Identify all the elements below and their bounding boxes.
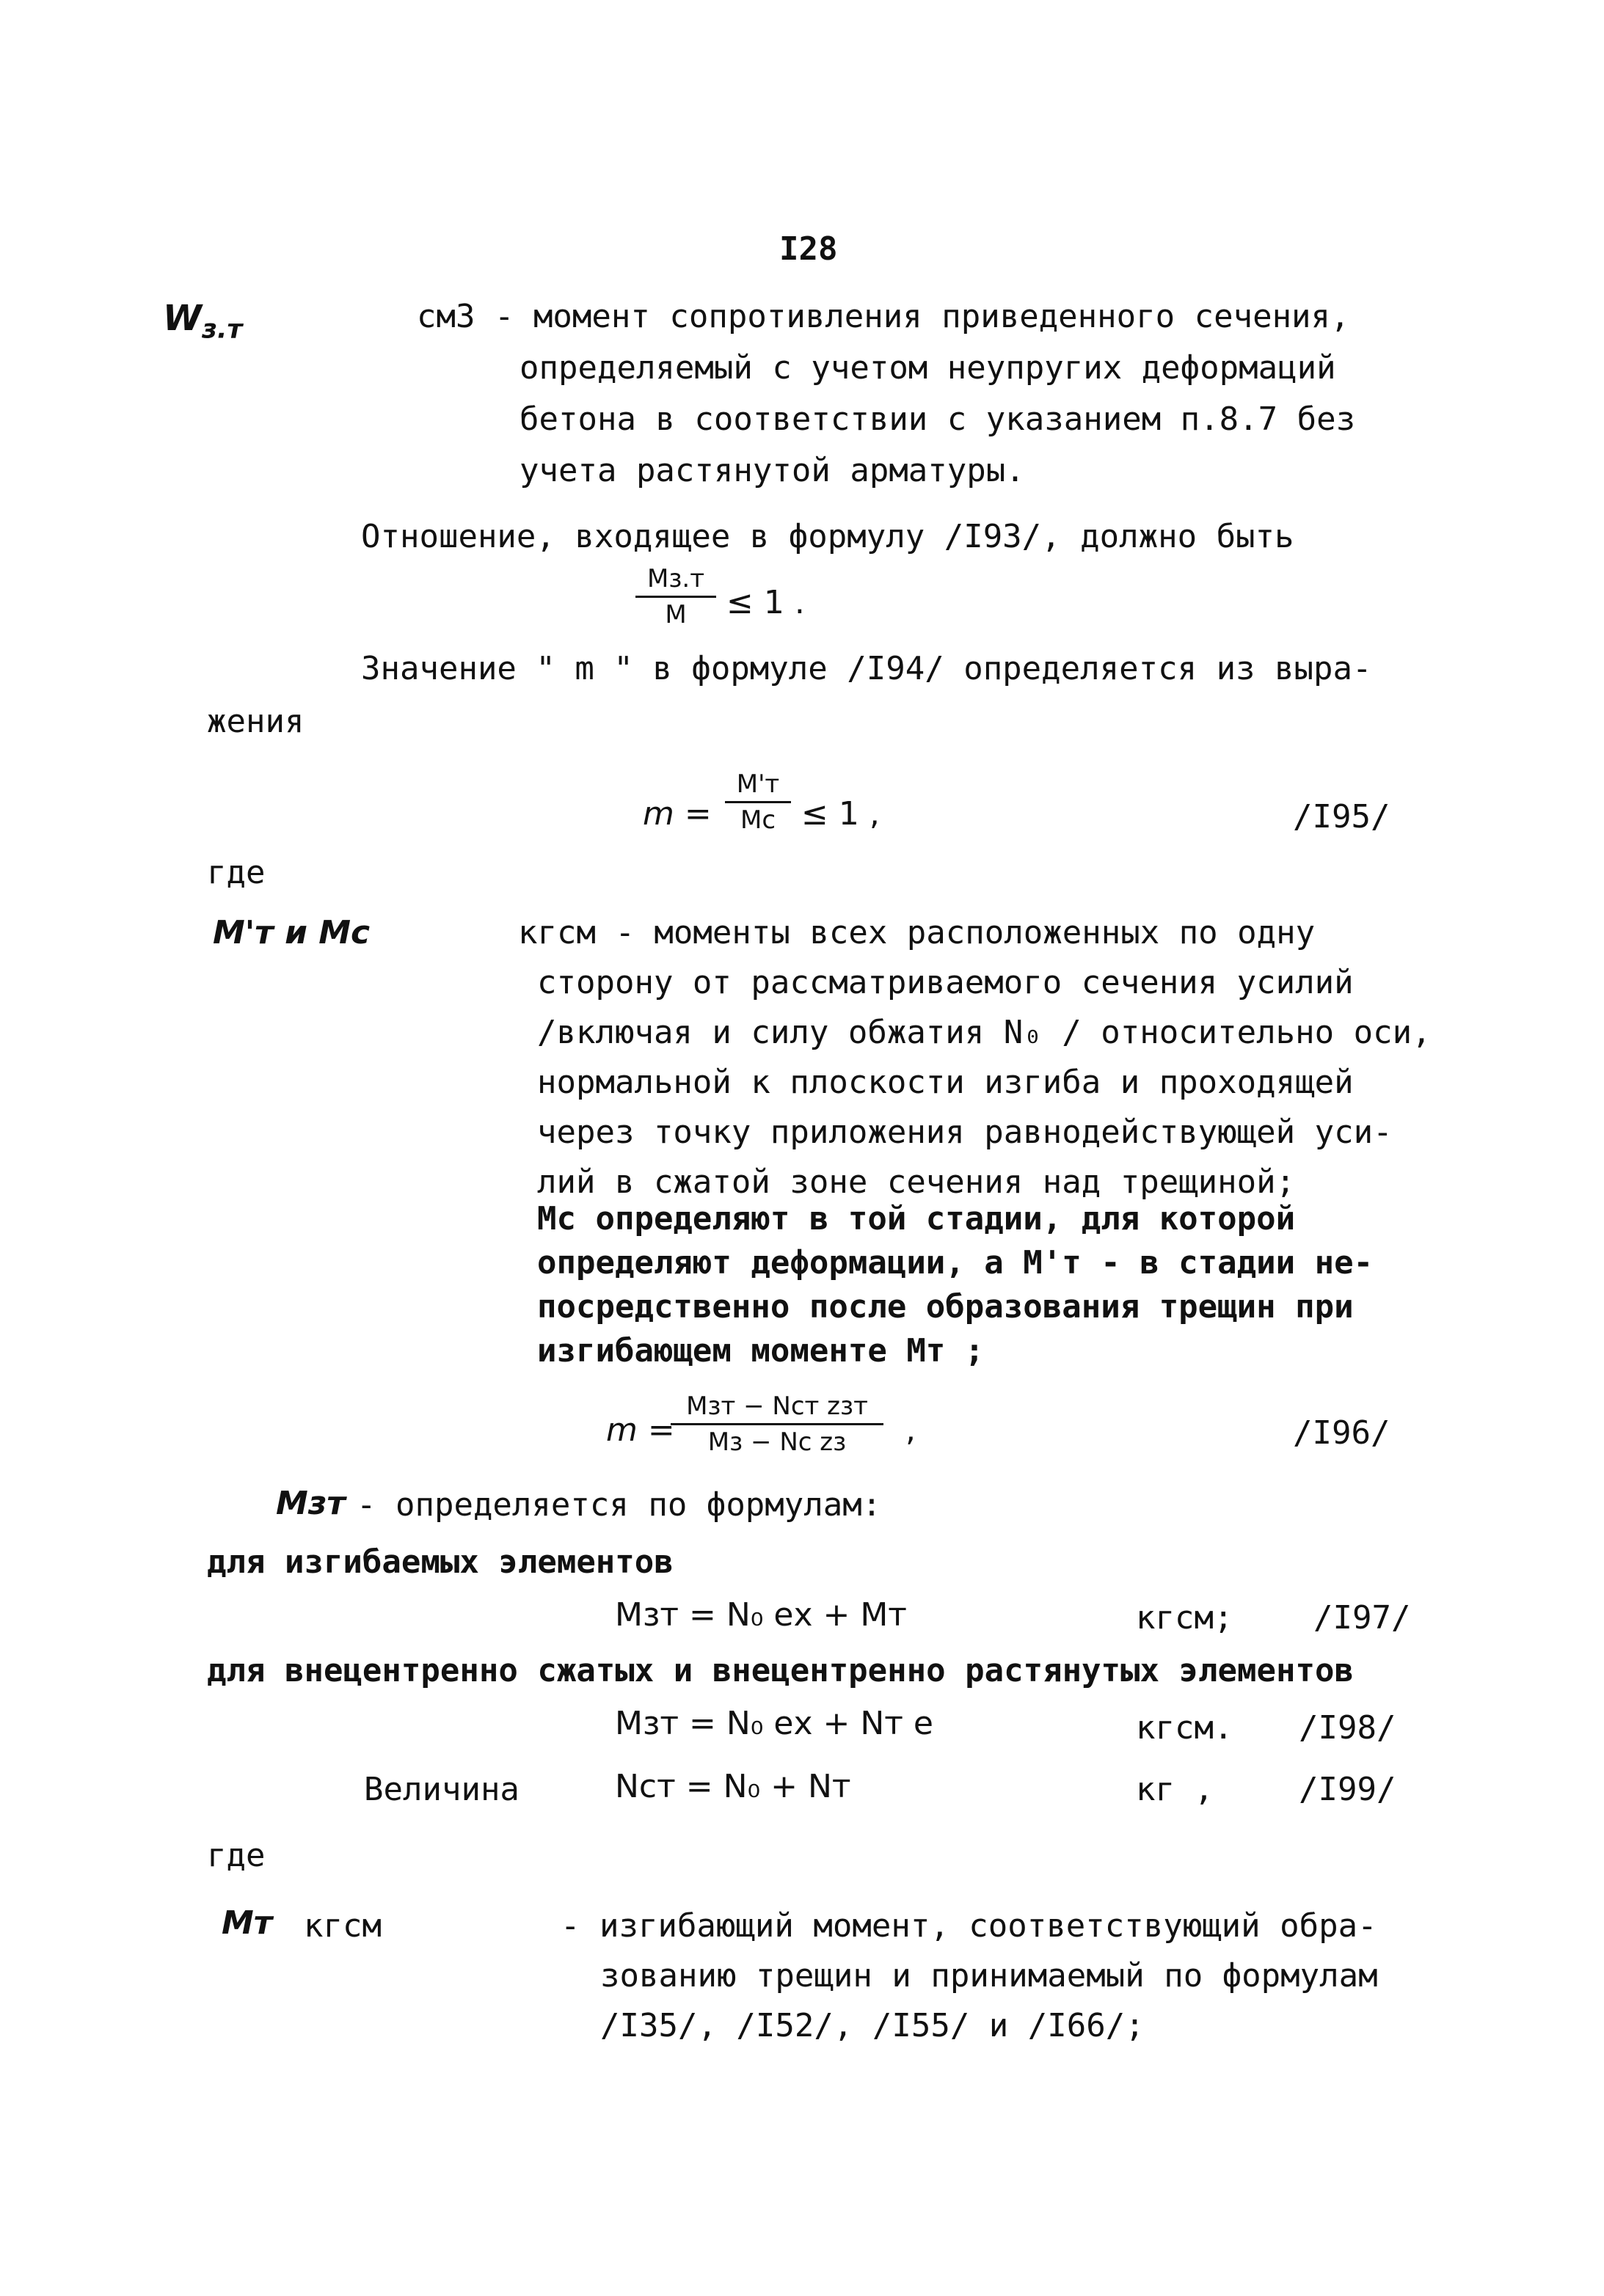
bending-label: для изгибаемых элементов bbox=[207, 1543, 674, 1581]
f196-number: /I96/ bbox=[1293, 1414, 1390, 1452]
f198-formula: Mзт = N₀ eх + Nт e bbox=[615, 1705, 933, 1742]
f197-number: /I97/ bbox=[1313, 1599, 1411, 1637]
mt-def-line-2: зованию трещин и принимаемый по формулам bbox=[600, 1957, 1378, 1995]
f199-unit: кг , bbox=[1136, 1771, 1214, 1808]
m-def-line-1: кгсм - моменты всех расположенных по одну bbox=[518, 914, 1316, 951]
ratio-fraction bbox=[635, 566, 716, 627]
w-symbol: $W_{з.т}$ bbox=[163, 298, 243, 345]
f196-lhs: m = bbox=[606, 1411, 675, 1449]
mzt-text: - определяется по формулам: bbox=[357, 1486, 882, 1524]
where-1: где bbox=[207, 854, 266, 891]
f195-number: /I95/ bbox=[1293, 798, 1390, 836]
f197-unit: кгсм; bbox=[1136, 1599, 1233, 1637]
m-def-bold-line-1: Mс определяют в той стадии, для которой bbox=[537, 1200, 1296, 1237]
w-def-line-1: см3 - момент сопротивления приведенного сечения, bbox=[417, 298, 1350, 335]
f198-unit: кгсм. bbox=[1136, 1709, 1233, 1747]
m-sentence-line-1: Значение " m " в формуле /I94/ определяется из выра- bbox=[361, 650, 1372, 687]
m-def-line-4: нормальной к плоскости изгиба и проходящей bbox=[537, 1064, 1354, 1101]
f196-numerator: Mзт − Nст zзт bbox=[686, 1392, 868, 1421]
f195-rest: ≤ 1 , bbox=[801, 795, 880, 833]
mt-def-line-3: /I35/, /I52/, /I55/ и /I66/; bbox=[600, 2007, 1145, 2044]
mt-def-line-1: - изгибающий момент, соответствующий обра- bbox=[561, 1907, 1377, 1945]
ratio-numerator: Mз.т bbox=[646, 564, 705, 593]
m-def-line-6: лий в сжатой зоне сечения над трещиной; bbox=[537, 1163, 1296, 1201]
ratio-denominator: M bbox=[665, 600, 687, 629]
where-2: где bbox=[207, 1837, 266, 1874]
f198-number: /I98/ bbox=[1299, 1709, 1396, 1747]
f199-number: /I99/ bbox=[1299, 1771, 1396, 1808]
mzt-symbol: Mзт bbox=[276, 1485, 346, 1522]
f195-numerator: M'т bbox=[736, 769, 780, 799]
m-sentence-line-2: жения bbox=[207, 703, 305, 740]
f199-formula: Nст = N₀ + Nт bbox=[615, 1768, 851, 1805]
page-number: I28 bbox=[779, 230, 838, 268]
m-def-line-3: /включая и силу обжатия N₀ / относительно оси, bbox=[537, 1014, 1432, 1051]
f199-label: Величина bbox=[364, 1771, 520, 1808]
w-def-line-2: определяемый с учетом неупругих деформаций bbox=[520, 349, 1336, 387]
f196-fraction bbox=[671, 1394, 883, 1455]
f195-fraction bbox=[725, 769, 791, 835]
f195-denominator: Mс bbox=[740, 805, 776, 835]
w-def-line-4: учета растянутой арматуры. bbox=[520, 452, 1025, 489]
f195-lhs: m = bbox=[643, 795, 712, 833]
m-def-line-5: через точку приложения равнодействующей уси- bbox=[537, 1114, 1393, 1151]
m-symbols: M'т и Mс bbox=[213, 914, 371, 951]
f196-rest: , bbox=[905, 1411, 916, 1449]
mt-symbol: Mт bbox=[222, 1904, 273, 1942]
ratio-sentence: Отношение, входящее в формулу /I93/, должно быть bbox=[361, 518, 1294, 555]
f197-formula: Mзт = N₀ eх + Mт bbox=[615, 1596, 907, 1634]
m-def-bold-line-3: посредственно после образования трещин при bbox=[537, 1288, 1354, 1326]
w-def-line-3: бетона в соответствии с указанием п.8.7 без bbox=[520, 401, 1356, 438]
f196-denominator: Mз − Nс zз bbox=[707, 1427, 847, 1457]
m-def-line-2: сторону от рассматриваемого сечения усилий bbox=[537, 964, 1354, 1001]
m-def-bold-line-2: определяют деформации, а M'т - в стадии не- bbox=[537, 1244, 1374, 1282]
m-def-bold-line-4: изгибающем моменте Mт ; bbox=[537, 1332, 985, 1370]
ratio-rest: ≤ 1 . bbox=[726, 584, 805, 621]
eccentric-label: для внецентренно сжатых и внецентренно растянутых элементов bbox=[207, 1652, 1354, 1689]
mt-unit: кгсм bbox=[304, 1907, 382, 1945]
